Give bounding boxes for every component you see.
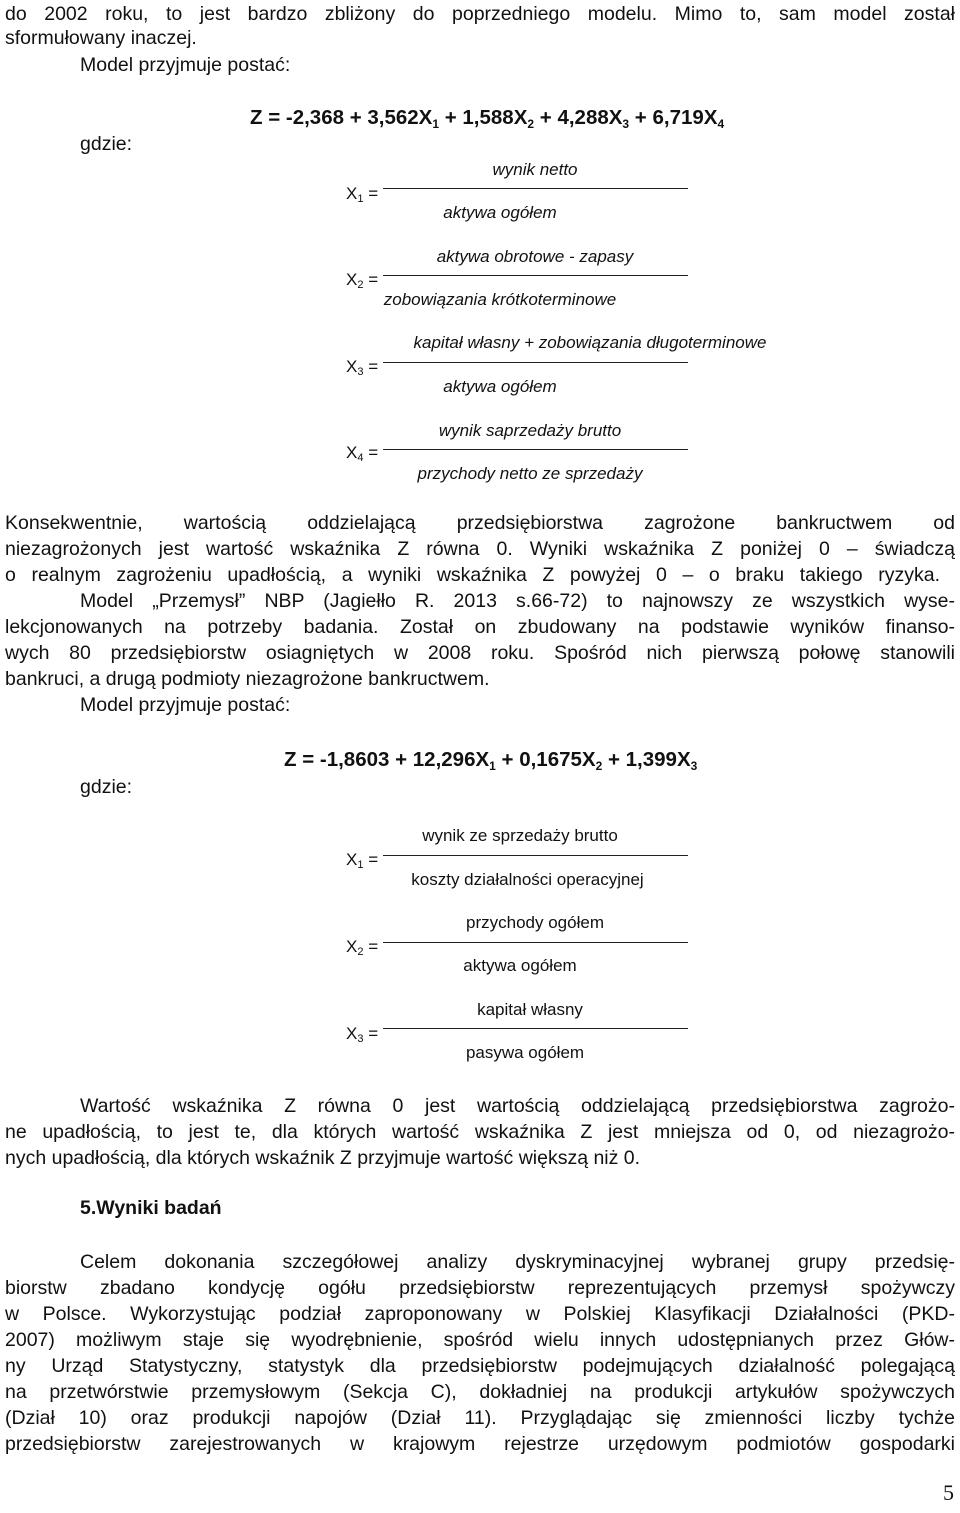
para3-line-1: Celem dokonania szczegółowej analizy dyskryminacyjnej wybranej grupy przedsię- bbox=[80, 1251, 955, 1273]
para1-line-4: Model „Przemysł” NBP (Jagiełło R. 2013 s.66-72) to najnowszy ze wszystkich wyse- bbox=[80, 590, 955, 612]
model1-x2-denominator: zobowiązania krótkoterminowe bbox=[383, 290, 617, 309]
model2-x2-denominator: aktywa ogółem bbox=[463, 956, 577, 975]
model2-x3-denominator: pasywa ogółem bbox=[465, 1043, 585, 1062]
model1-x2-label: $X_2$ = bbox=[346, 270, 379, 291]
model2-x1-denominator: koszty działalności operacyjnej bbox=[411, 870, 644, 889]
model2-x3-fraction-bar bbox=[383, 1028, 688, 1029]
model1-formula: $Z = -2,368 + 3,562X_1 + 1,588X_2 + 4,288X_3 + 6,719X_4$ bbox=[250, 106, 725, 131]
model1-x3-numerator: kapitał własny + zobowiązania długoterminowe bbox=[413, 333, 767, 352]
intro-line-1: do 2002 roku, to jest bardzo zbliżony do poprzedniego modelu. Mimo to, sam model został bbox=[5, 3, 955, 25]
model1-x3-fraction-bar bbox=[383, 362, 688, 363]
model1-x4-label: $X_4$ = bbox=[346, 443, 379, 464]
para3-line-8: przedsiębiorstw zarejestrowanych w krajowym rejestrze urzędowym podmiotów gospodarki bbox=[5, 1433, 955, 1455]
model2-x3-numerator: kapitał własny bbox=[477, 1000, 583, 1019]
model1-x4-numerator: wynik saprzedaży brutto bbox=[438, 421, 622, 440]
para3-line-6: na przetwórstwie przemysłowym (Sekcja C), dokładniej na produkcji artykułów spożywczych bbox=[5, 1381, 955, 1403]
para1-line-2: niezagrożonych jest wartość wskaźnika Z równa 0. Wyniki wskaźnika Z poniżej 0 – świadczą bbox=[5, 538, 955, 560]
model1-x4-fraction-bar bbox=[383, 449, 688, 450]
model1-x2-fraction-bar bbox=[383, 275, 688, 276]
model1-x3-label: $X_3$ = bbox=[346, 357, 379, 378]
model1-x1-fraction-bar bbox=[383, 188, 688, 189]
para3-line-5: ny Urząd Statystyczny, statystyk dla przedsiębiorstw podejmujących działalność polegającą bbox=[5, 1355, 955, 1377]
model1-x1-numerator: wynik netto bbox=[492, 160, 578, 179]
model2-x3-label: $X_3$ = bbox=[346, 1024, 379, 1045]
model1-x4-denominator: przychody netto ze sprzedaży bbox=[417, 464, 643, 483]
para1-line-5: lekcjonowanych na potrzeby badania. Został on zbudowany na podstawie wyników finanso- bbox=[5, 616, 955, 638]
para2-line-1: Wartość wskaźnika Z równa 0 jest wartością oddzielającą przedsiębiorstwa zagrożo- bbox=[80, 1095, 955, 1117]
para3-line-2: biorstw zbadano kondycję ogółu przedsiębiorstw reprezentujących przemysł spożywczy bbox=[5, 1277, 955, 1299]
para3-line-7: (Dział 10) oraz produkcji napojów (Dział 11). Przyglądając się zmienności liczby tychże bbox=[5, 1407, 955, 1429]
model1-x2-numerator: aktywa obrotowe - zapasy bbox=[436, 247, 634, 266]
para2-line-3: nych upadłością, dla których wskaźnik Z przyjmuje wartość większą niż 0. bbox=[5, 1147, 641, 1169]
intro-line-2: sformułowany inaczej. bbox=[5, 27, 197, 49]
page-number: 5 bbox=[943, 1480, 954, 1505]
model1-gdzie: gdzie: bbox=[80, 133, 133, 155]
model1-intro: Model przyjmuje postać: bbox=[80, 54, 291, 76]
model2-x2-label: $X_2$ = bbox=[346, 937, 379, 958]
model2-x1-label: $X_1$ = bbox=[346, 850, 379, 871]
para3-line-4: 2007) możliwym staje się wyodrębnienie, spośród wielu innych udostępnianych przez Głów- bbox=[5, 1329, 955, 1351]
para1-line-6: wych 80 przedsiębiorstw osiagniętych w 2008 roku. Spośród nich pierwszą połowę stanowili bbox=[5, 642, 955, 664]
model1-x3-denominator: aktywa ogółem bbox=[443, 377, 557, 396]
model2-x1-fraction-bar bbox=[383, 855, 688, 856]
model2-intro: Model przyjmuje postać: bbox=[80, 694, 291, 716]
model2-x2-numerator: przychody ogółem bbox=[466, 913, 604, 932]
model1-x1-label: $X_1$ = bbox=[346, 184, 379, 205]
para1-line-1: Konsekwentnie, wartością oddzielającą przedsiębiorstwa zagrożone bankructwem od bbox=[5, 512, 955, 534]
model2-formula: $Z = -1,8603 + 12,296X_1 + 0,1675X_2 + 1,399X_3$ bbox=[284, 748, 698, 773]
section-heading: 5.Wyniki badań bbox=[80, 1197, 222, 1219]
para2-line-2: ne upadłością, to jest te, dla których wartość wskaźnika Z jest mniejsza od 0, od niezagrożo- bbox=[5, 1121, 955, 1143]
para3-line-3: w Polsce. Wykorzystując podział zaproponowany w Polskiej Klasyfikacji Działalności (PKD- bbox=[5, 1303, 955, 1325]
model1-x1-denominator: aktywa ogółem bbox=[443, 203, 557, 222]
para1-line-7: bankruci, a drugą podmioty niezagrożone bankructwem. bbox=[5, 668, 490, 690]
para1-line-3: o realnym zagrożeniu upadłością, a wyniki wskaźnika Z powyżej 0 – o braku takiego ryzyka. bbox=[5, 564, 940, 586]
model2-x1-numerator: wynik ze sprzedaży brutto bbox=[422, 826, 618, 845]
model2-gdzie: gdzie: bbox=[80, 776, 133, 798]
model2-x2-fraction-bar bbox=[383, 942, 688, 943]
